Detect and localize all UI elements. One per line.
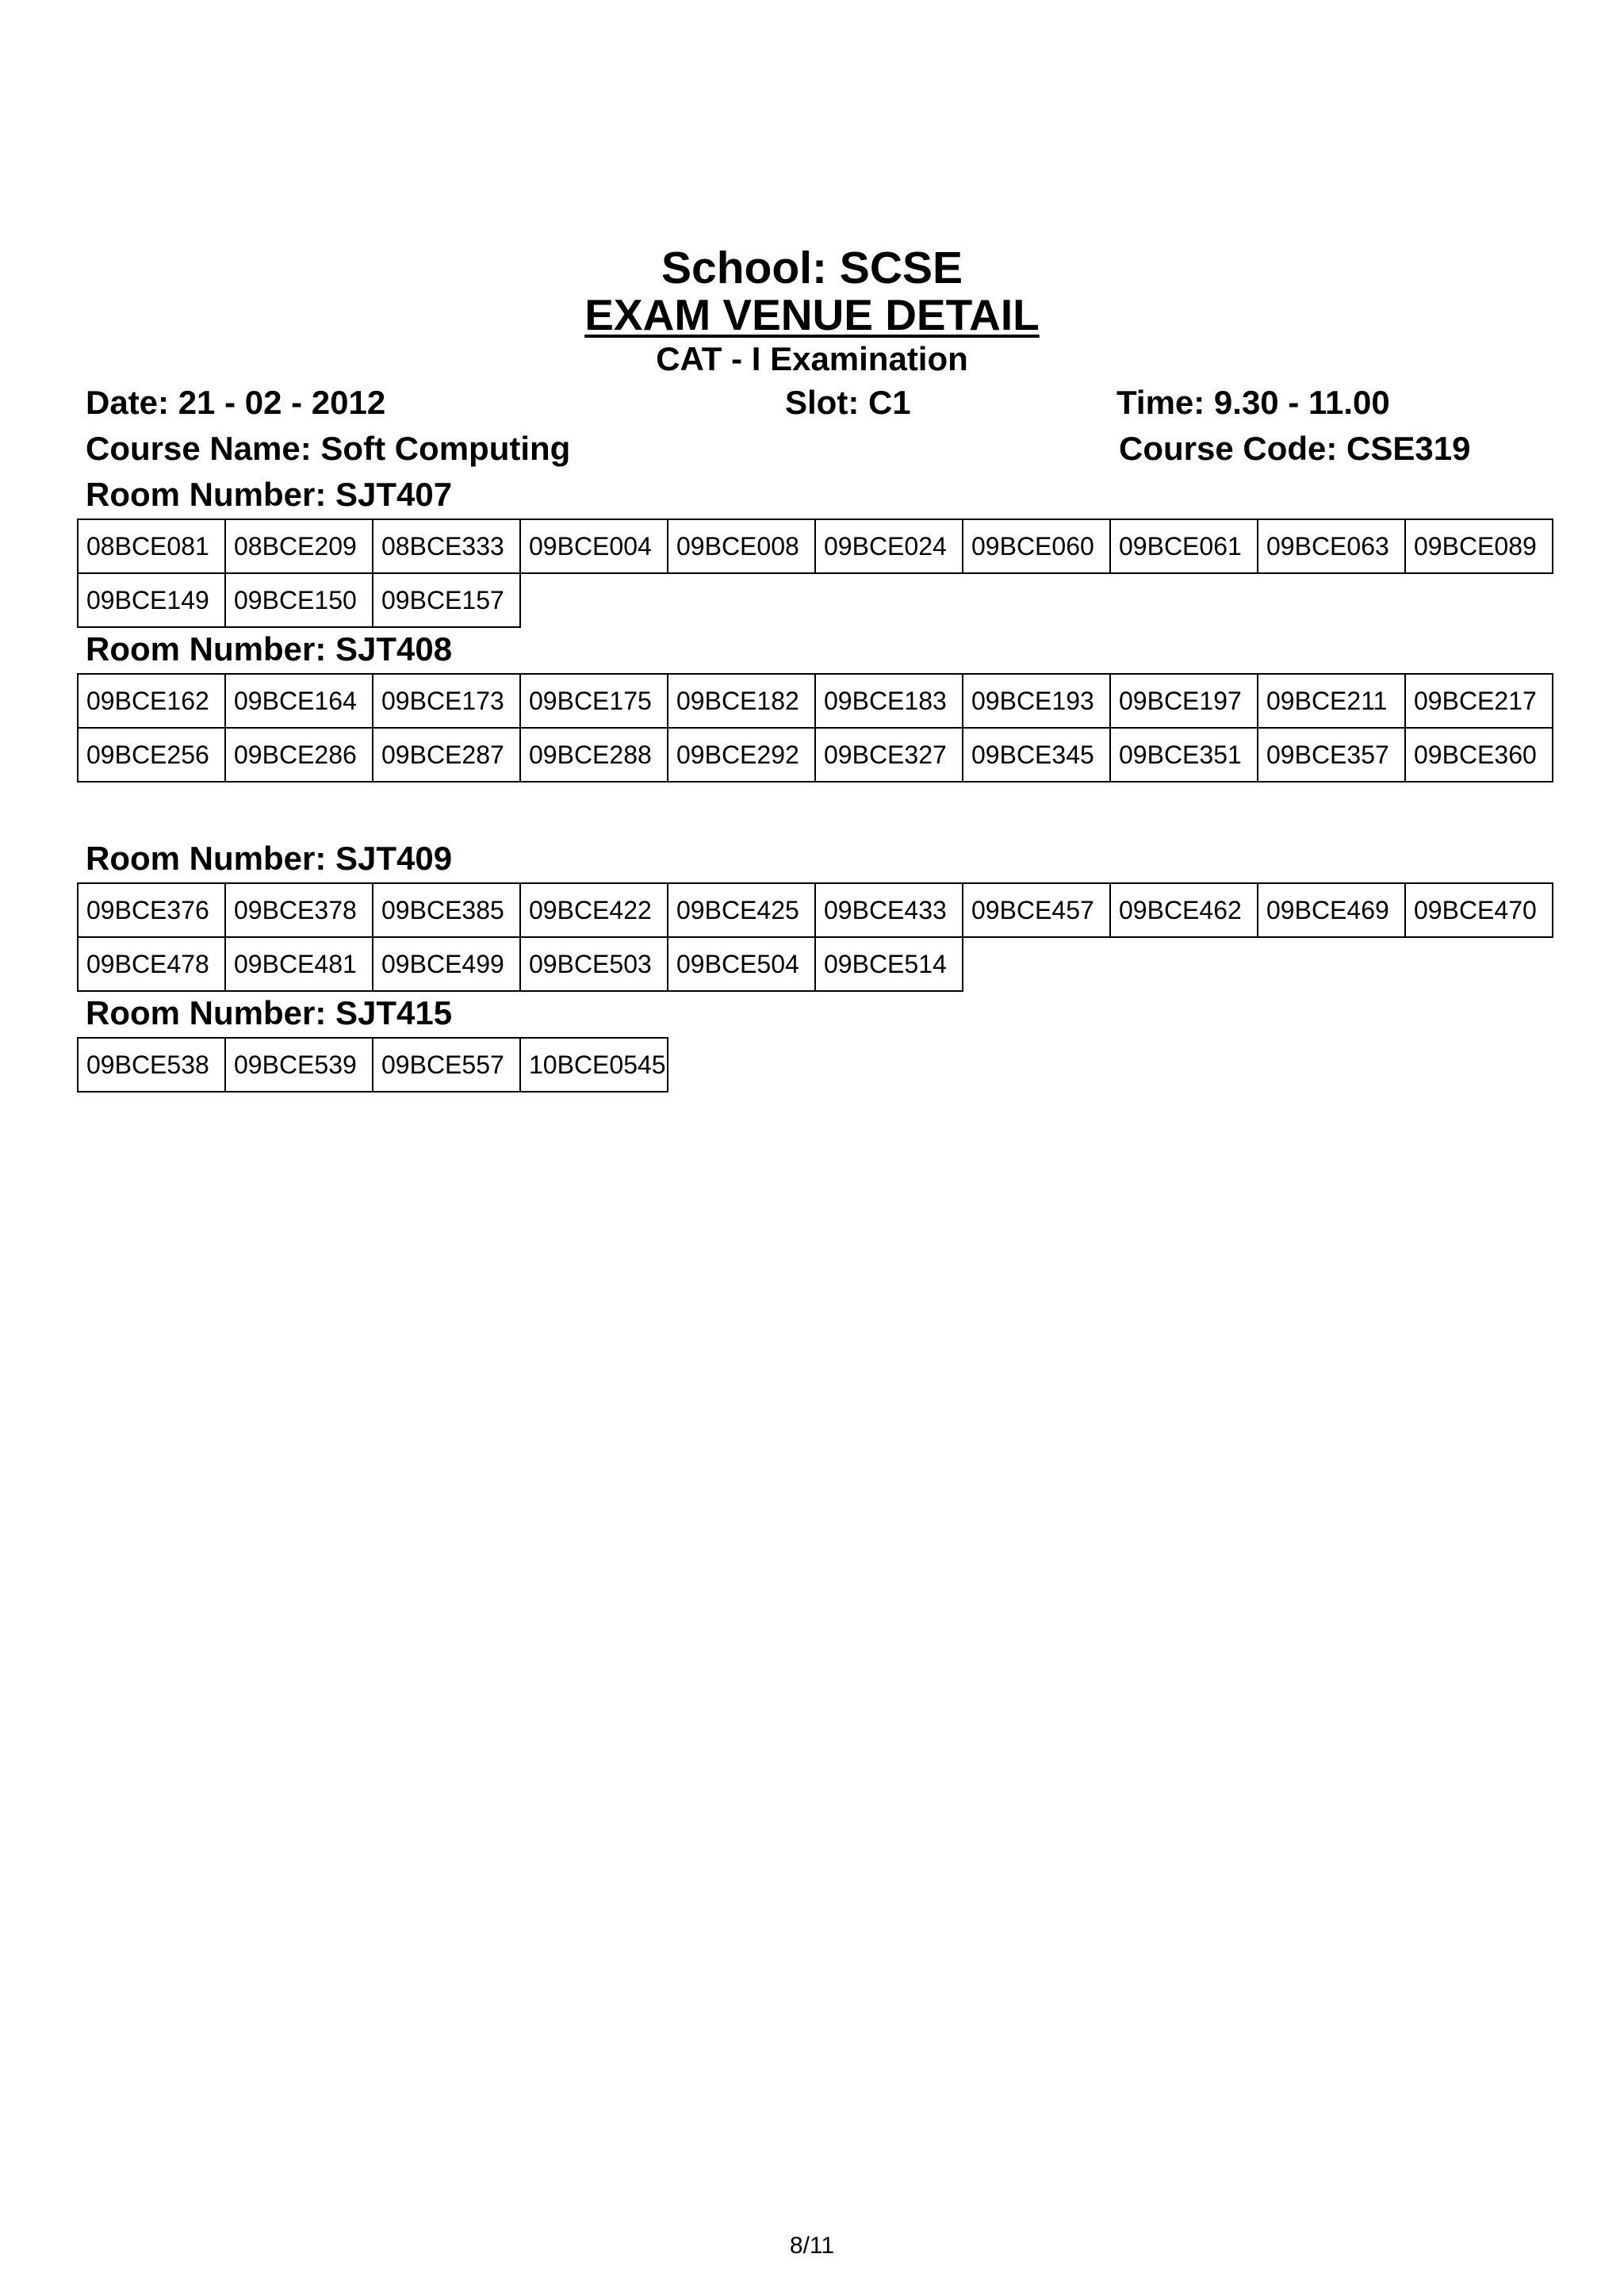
table-row xyxy=(78,1038,668,1092)
exam-time: Time: 9.30 - 11.00 xyxy=(1116,384,1390,421)
student-id-cell: 09BCE378 xyxy=(225,883,373,937)
empty-cell xyxy=(1405,573,1553,627)
school-heading: School: SCSE xyxy=(661,243,963,293)
student-id-cell: 09BCE008 xyxy=(668,519,815,573)
empty-cell xyxy=(1258,573,1405,627)
student-id-cell: 09BCE539 xyxy=(225,1038,373,1092)
student-id-cell: 09BCE063 xyxy=(1258,519,1405,573)
student-id-cell: 09BCE061 xyxy=(1110,519,1258,573)
student-id-cell: 09BCE175 xyxy=(520,674,668,728)
student-id-cell: 09BCE292 xyxy=(668,728,815,782)
student-id-cell: 09BCE162 xyxy=(78,674,225,728)
table-row xyxy=(78,883,1553,937)
student-id-cell: 09BCE024 xyxy=(815,519,963,573)
student-id-cell: 09BCE327 xyxy=(815,728,963,782)
student-id-cell: 09BCE351 xyxy=(1110,728,1258,782)
student-id-cell: 09BCE256 xyxy=(78,728,225,782)
empty-cell xyxy=(963,573,1110,627)
student-id-cell: 09BCE286 xyxy=(225,728,373,782)
student-id-cell: 09BCE385 xyxy=(373,883,520,937)
student-id-cell: 09BCE422 xyxy=(520,883,668,937)
student-id-cell: 09BCE357 xyxy=(1258,728,1405,782)
room-title-sjt408: Room Number: SJT408 xyxy=(86,630,453,668)
exam-date: Date: 21 - 02 - 2012 xyxy=(86,384,386,421)
student-id-cell: 09BCE499 xyxy=(373,937,520,991)
student-id-cell: 09BCE150 xyxy=(225,573,373,627)
student-id-cell: 09BCE360 xyxy=(1405,728,1553,782)
student-id-cell: 09BCE288 xyxy=(520,728,668,782)
student-id-cell: 09BCE376 xyxy=(78,883,225,937)
room-title-sjt415: Room Number: SJT415 xyxy=(86,994,453,1031)
student-id-cell: 09BCE211 xyxy=(1258,674,1405,728)
student-id-cell: 09BCE183 xyxy=(815,674,963,728)
room-table-sjt407 xyxy=(77,519,1553,628)
student-id-cell: 09BCE089 xyxy=(1405,519,1553,573)
student-id-cell: 08BCE081 xyxy=(78,519,225,573)
exam-slot: Slot: C1 xyxy=(785,384,911,421)
student-id-cell: 09BCE004 xyxy=(520,519,668,573)
student-id-cell: 09BCE457 xyxy=(963,883,1110,937)
empty-cell xyxy=(1258,937,1405,991)
student-id-cell: 09BCE345 xyxy=(963,728,1110,782)
student-id-cell: 09BCE433 xyxy=(815,883,963,937)
room-title-sjt409: Room Number: SJT409 xyxy=(86,840,453,877)
room-title-sjt407: Room Number: SJT407 xyxy=(86,476,453,513)
empty-cell xyxy=(963,937,1110,991)
student-id-cell: 09BCE287 xyxy=(373,728,520,782)
student-id-cell: 09BCE217 xyxy=(1405,674,1553,728)
student-id-cell: 09BCE469 xyxy=(1258,883,1405,937)
student-id-cell: 09BCE173 xyxy=(373,674,520,728)
student-id-cell: 09BCE503 xyxy=(520,937,668,991)
student-id-cell: 09BCE557 xyxy=(373,1038,520,1092)
student-id-cell: 09BCE462 xyxy=(1110,883,1258,937)
student-id-cell: 09BCE481 xyxy=(225,937,373,991)
student-id-cell: 08BCE209 xyxy=(225,519,373,573)
student-id-cell: 09BCE514 xyxy=(815,937,963,991)
table-row xyxy=(78,519,1553,573)
table-row xyxy=(78,728,1553,782)
empty-cell xyxy=(1110,573,1258,627)
student-id-cell: 09BCE182 xyxy=(668,674,815,728)
student-id-cell: 09BCE149 xyxy=(78,573,225,627)
student-id-cell: 09BCE470 xyxy=(1405,883,1553,937)
empty-cell xyxy=(815,573,963,627)
student-id-cell: 08BCE333 xyxy=(373,519,520,573)
empty-cell xyxy=(1110,937,1258,991)
student-id-cell: 10BCE0545 xyxy=(520,1038,668,1092)
empty-cell xyxy=(520,573,668,627)
table-row xyxy=(78,573,1553,627)
course-name: Course Name: Soft Computing xyxy=(86,430,571,467)
student-id-cell: 09BCE197 xyxy=(1110,674,1258,728)
empty-cell xyxy=(668,573,815,627)
student-id-cell: 09BCE478 xyxy=(78,937,225,991)
student-id-cell: 09BCE164 xyxy=(225,674,373,728)
student-id-cell: 09BCE060 xyxy=(963,519,1110,573)
course-code: Course Code: CSE319 xyxy=(1119,430,1471,467)
table-row xyxy=(78,937,1553,991)
page-number: 8/11 xyxy=(789,2233,835,2259)
student-id-cell: 09BCE157 xyxy=(373,573,520,627)
empty-cell xyxy=(1405,937,1553,991)
student-id-cell: 09BCE425 xyxy=(668,883,815,937)
table-row xyxy=(78,674,1553,728)
document-title-text: EXAM VENUE DETAIL xyxy=(584,290,1040,339)
room-table-sjt415 xyxy=(77,1037,668,1093)
student-id-cell: 09BCE504 xyxy=(668,937,815,991)
room-table-sjt408 xyxy=(77,673,1553,783)
document-title xyxy=(0,289,1624,340)
student-id-cell: 09BCE538 xyxy=(78,1038,225,1092)
room-table-sjt409 xyxy=(77,882,1553,992)
student-id-cell: 09BCE193 xyxy=(963,674,1110,728)
exam-name: CAT - I Examination xyxy=(656,340,968,377)
